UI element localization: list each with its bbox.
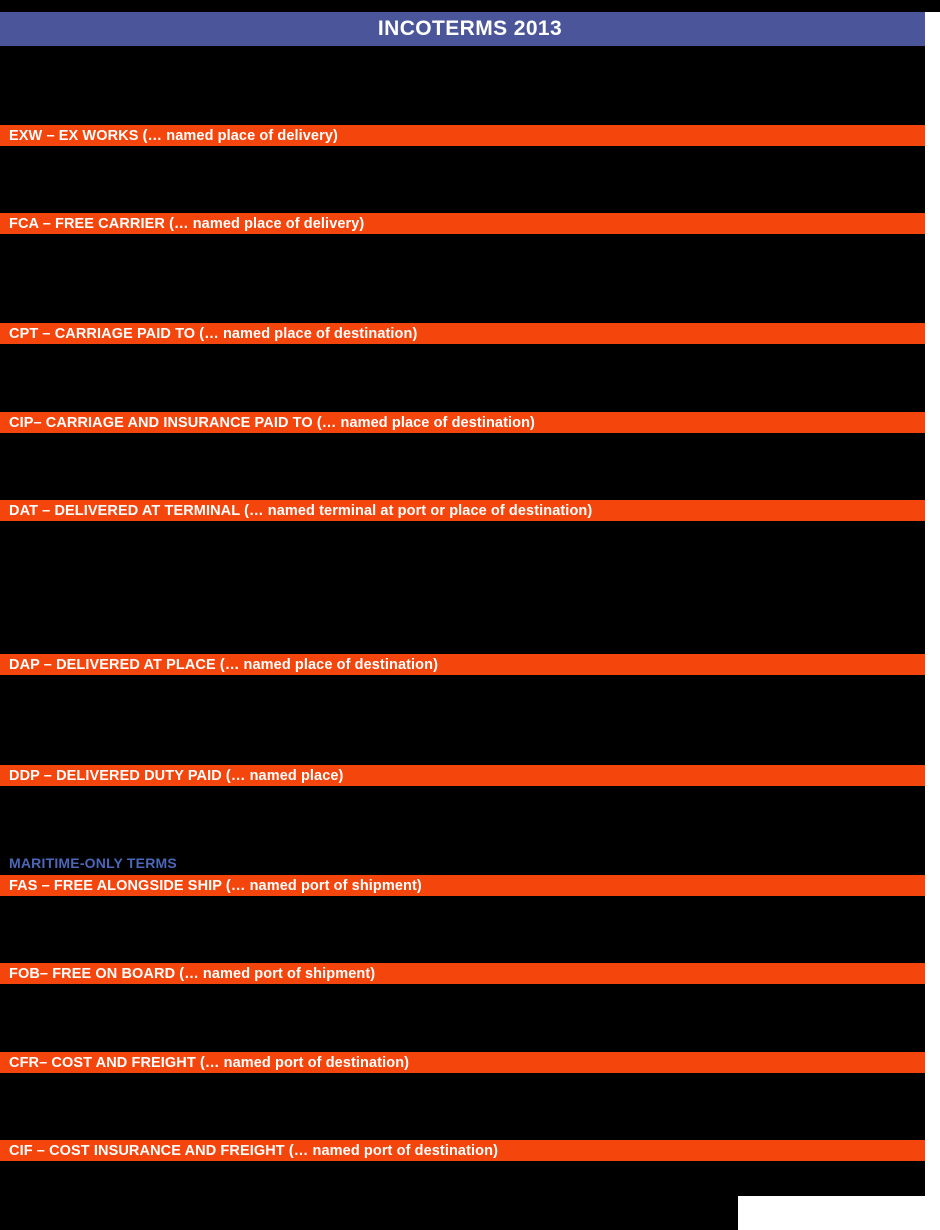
term-bar-cif: CIF – COST INSURANCE AND FREIGHT (… named port of destination) [0,1140,925,1161]
top-strip [0,0,940,12]
term-bar-fca: FCA – FREE CARRIER (… named place of delivery) [0,213,925,234]
term-bar-exw: EXW – EX WORKS (… named place of delivery) [0,125,925,146]
right-margin-block [925,12,940,1196]
page-title: INCOTERMS 2013 [0,12,940,46]
maritime-section-label: MARITIME-ONLY TERMS [9,855,177,871]
term-bar-dat: DAT – DELIVERED AT TERMINAL (… named terminal at port or place of destination) [0,500,925,521]
term-bar-fas: FAS – FREE ALONGSIDE SHIP (… named port of shipment) [0,875,925,896]
term-bar-fob: FOB– FREE ON BOARD (… named port of shipment) [0,963,925,984]
term-bar-cip: CIP– CARRIAGE AND INSURANCE PAID TO (… named place of destination) [0,412,925,433]
term-bar-cpt: CPT – CARRIAGE PAID TO (… named place of destination) [0,323,925,344]
term-bar-cfr: CFR– COST AND FREIGHT (… named port of destination) [0,1052,925,1073]
term-bar-dap: DAP – DELIVERED AT PLACE (… named place of destination) [0,654,925,675]
term-bar-ddp: DDP – DELIVERED DUTY PAID (… named place) [0,765,925,786]
footer-white-block [738,1196,940,1230]
